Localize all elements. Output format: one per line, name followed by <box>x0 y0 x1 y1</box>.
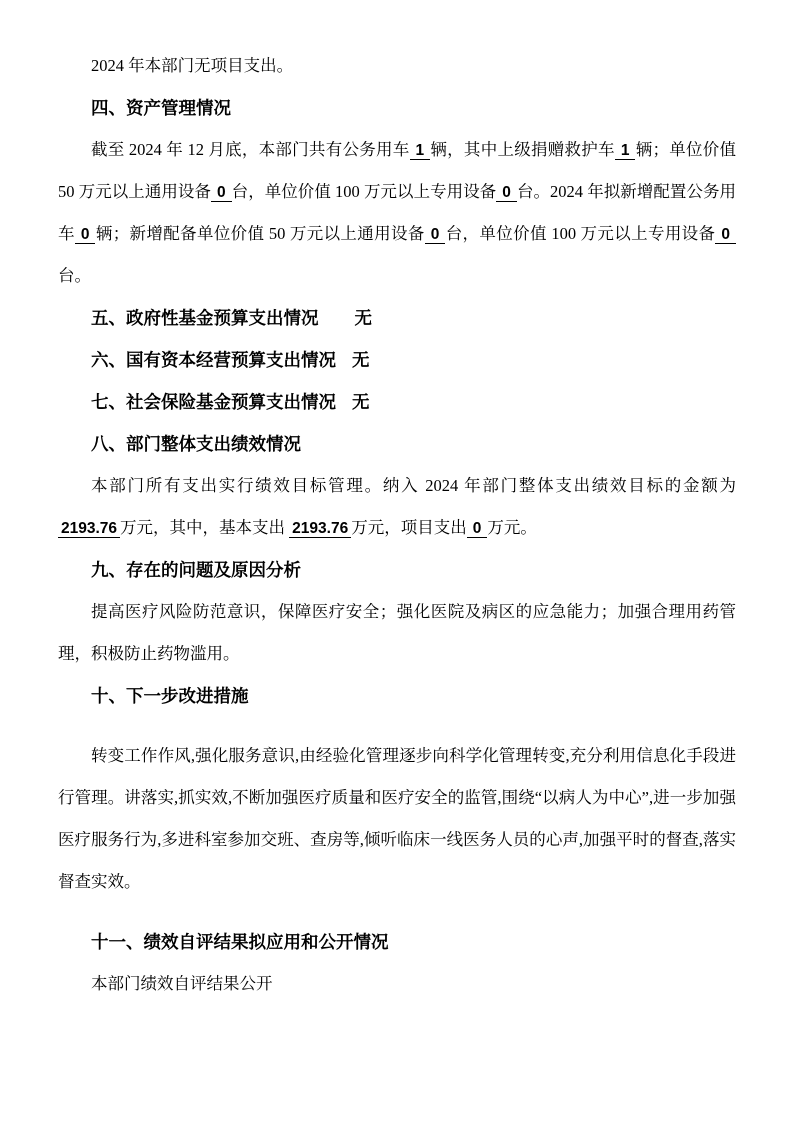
heading-section-8-overall-expenditure-performance: 八、部门整体支出绩效情况 <box>91 434 301 454</box>
heading-section-10-improvement-measures: 十、下一步改进措施 <box>91 686 249 706</box>
performance-text-1: 本部门所有支出实行绩效目标管理。纳入 2024 年部门整体支出绩效目标的金额为 <box>91 476 736 495</box>
paragraph-problems-analysis: 提高医疗风险防范意识，保障医疗安全；强化医院及病区的应急能力；加强合理用药管理，积极防止药物滥用。 <box>58 602 736 663</box>
asset-text-3: 辆；单位价值 50 万元以上通用设备 <box>58 140 737 201</box>
asset-text-8: 台。 <box>58 266 91 285</box>
heading-section-4-asset-management: 四、资产管理情况 <box>91 98 231 118</box>
heading-section-7-social-insurance-budget <box>58 381 736 423</box>
asset-text-1: 截至 2024 年 12 月底，本部门共有公务用车 <box>91 140 410 159</box>
asset-value-official-vehicles: 1 <box>410 142 431 160</box>
asset-text-7: 台，单位价值 100 万元以上专用设备 <box>445 224 716 243</box>
paragraph-performance-targets <box>58 465 736 549</box>
section-5-title: 五、政府性基金预算支出情况 <box>91 308 319 328</box>
performance-text-4: 万元。 <box>487 518 537 537</box>
performance-value-total-amount: 2193.76 <box>58 520 120 538</box>
paragraph-improvement-measures: 转变工作作风,强化服务意识,由经验化管理逐步向科学化管理转变,充分利用信息化手段进行管理。讲落实,抓实效,不断加强医疗质量和医疗安全的监管,围绕“以病人为中心”,进一步加强医疗服务行为,多进科室参加交班、查房等,倾听临床一线医务人员的心声,加强平时的督查,落实督查实效。 <box>58 746 736 891</box>
performance-value-basic-expenditure: 2193.76 <box>289 520 351 538</box>
section-5-none-value: 无 <box>354 308 372 328</box>
asset-value-new-special-equipment: 0 <box>715 226 736 244</box>
asset-value-new-general-equipment: 0 <box>425 226 446 244</box>
asset-text-4: 台，单位价值 100 万元以上专用设备 <box>231 182 497 201</box>
paragraph-self-evaluation-result: 本部门绩效自评结果公开 <box>91 974 273 993</box>
heading-section-11-self-evaluation-disclosure: 十一、绩效自评结果拟应用和公开情况 <box>91 932 389 952</box>
asset-value-general-equipment-50w: 0 <box>211 184 232 202</box>
section-6-title: 六、国有资本经营预算支出情况 <box>91 350 336 370</box>
heading-section-9-problems-analysis: 九、存在的问题及原因分析 <box>91 560 301 580</box>
section-7-none-value: 无 <box>352 392 370 412</box>
section-7-title: 七、社会保险基金预算支出情况 <box>91 392 336 412</box>
section-6-none-value: 无 <box>352 350 370 370</box>
asset-value-special-equipment-100w: 0 <box>496 184 517 202</box>
performance-value-project-expenditure: 0 <box>467 520 488 538</box>
paragraph-no-project-expenditure: 2024 年本部门无项目支出。 <box>91 56 294 75</box>
paragraph-asset-management <box>58 129 736 297</box>
asset-value-donated-ambulance: 1 <box>615 142 636 160</box>
asset-text-6: 辆；新增配备单位价值 50 万元以上通用设备 <box>95 224 425 243</box>
asset-text-5: 台。2024 年拟新增配置公务用车 <box>58 182 737 243</box>
heading-section-5-gov-fund-budget <box>58 297 736 339</box>
heading-section-6-state-capital-budget <box>58 339 736 381</box>
asset-text-2: 辆，其中上级捐赠救护车 <box>430 140 615 159</box>
performance-text-2: 万元，其中，基本支出 <box>120 518 286 537</box>
asset-value-new-vehicles: 0 <box>75 226 96 244</box>
performance-text-3: 万元，项目支出 <box>351 518 467 537</box>
